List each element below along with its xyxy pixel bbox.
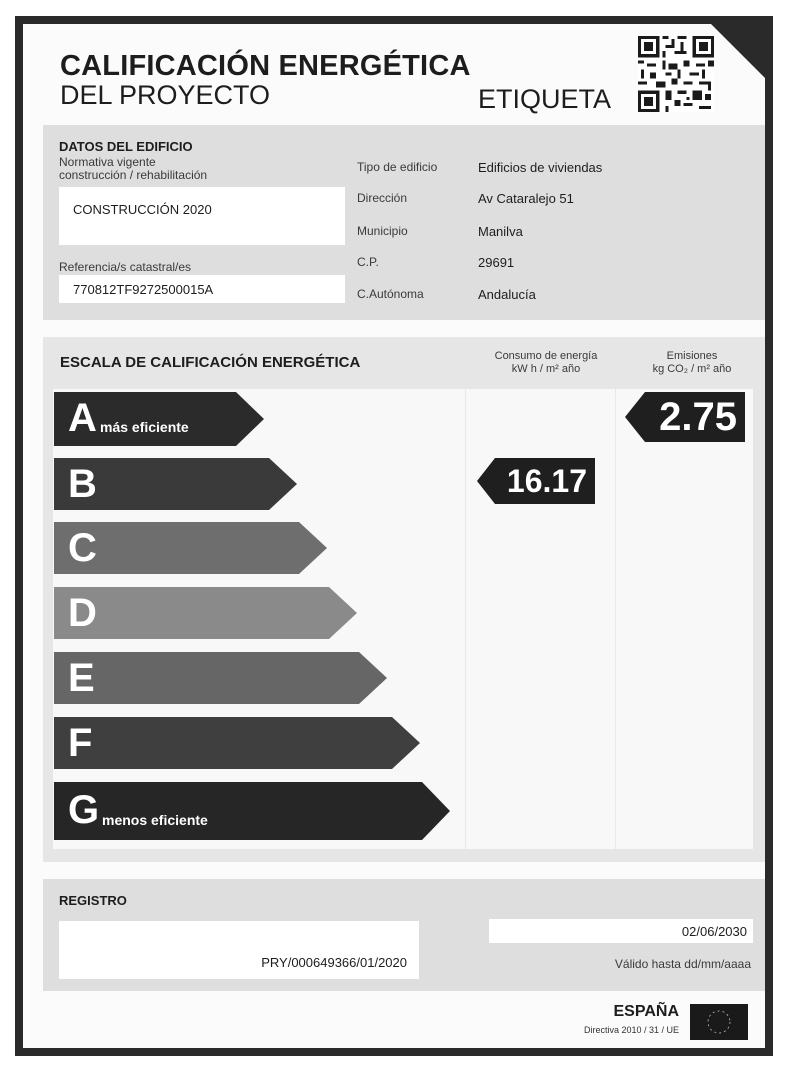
registro-title: REGISTRO bbox=[59, 893, 127, 908]
rating-bar-b bbox=[54, 458, 297, 510]
rating-letter-d: D bbox=[68, 591, 97, 635]
rating-bar-f bbox=[54, 717, 420, 769]
normativa-label-2: construcción / rehabilitación bbox=[59, 168, 208, 182]
cp-label: C.P. bbox=[357, 255, 379, 269]
rating-bar-c bbox=[54, 522, 327, 574]
cp-value: 29691 bbox=[478, 255, 515, 270]
rating-sub-label-g: menos eficiente bbox=[102, 812, 208, 828]
consumo-header bbox=[471, 350, 621, 376]
consumo-header-line-2: kW h / m² año bbox=[511, 363, 581, 375]
date-box bbox=[489, 919, 753, 943]
title-line-2: DEL PROYECTO bbox=[60, 80, 271, 110]
rating-bar-shape-f bbox=[54, 717, 420, 769]
valid-date: 02/06/2030 bbox=[681, 924, 747, 939]
registro-section bbox=[43, 879, 765, 991]
corner-triangle bbox=[710, 23, 766, 79]
emisiones-indicator bbox=[625, 392, 745, 442]
etiqueta-label: ETIQUETA bbox=[478, 84, 612, 114]
rating-letter-b: B bbox=[68, 462, 97, 506]
registro-box bbox=[59, 921, 419, 979]
rating-letter-e: E bbox=[68, 656, 95, 700]
country-label: ESPAÑA bbox=[613, 1003, 679, 1020]
rating-bar-shape-e bbox=[54, 652, 387, 704]
building-section-title: DATOS DEL EDIFICIO bbox=[59, 139, 193, 154]
scale-title: ESCALA DE CALIFICACIÓN ENERGÉTICA bbox=[60, 354, 361, 371]
emisiones-value: 2.75 bbox=[659, 395, 737, 439]
title-line-1: CALIFICACIÓN ENERGÉTICA bbox=[60, 50, 471, 82]
consumo-indicator bbox=[477, 458, 595, 504]
rating-letter-g: G bbox=[68, 788, 100, 832]
rating-letter-a: A bbox=[68, 396, 97, 440]
building-data-section bbox=[43, 125, 765, 320]
autonoma-value: Andalucía bbox=[478, 287, 536, 302]
consumo-value: 16.17 bbox=[506, 463, 587, 499]
rating-bar-d bbox=[54, 587, 357, 639]
direccion-label: Dirección bbox=[357, 191, 408, 205]
rating-bar-shape-g bbox=[54, 782, 450, 840]
autonoma-label: C.Autónoma bbox=[357, 287, 424, 301]
rating-letter-f: F bbox=[68, 721, 93, 765]
consumo-header-line-1: Consumo de energía bbox=[494, 350, 598, 362]
referencia-value: 770812TF9272500015A bbox=[73, 282, 214, 297]
grid-line-2 bbox=[615, 389, 616, 849]
valid-label: Válido hasta dd/mm/aaaa bbox=[614, 957, 751, 971]
emisiones-header-line-2: kg CO₂ / m² año bbox=[652, 363, 732, 375]
rating-bar-e bbox=[54, 652, 387, 704]
tipo-value: Edificios de viviendas bbox=[478, 160, 603, 175]
grid-line-1 bbox=[465, 389, 466, 849]
direccion-value: Av Cataralejo 51 bbox=[478, 191, 574, 206]
referencia-label: Referencia/s catastral/es bbox=[59, 260, 192, 274]
rating-sub-label-a: más eficiente bbox=[100, 419, 189, 435]
rating-bar-shape-d bbox=[54, 587, 357, 639]
directive-label: Directiva 2010 / 31 / UE bbox=[583, 1025, 679, 1035]
emisiones-header bbox=[633, 350, 751, 376]
emisiones-header-line-1: Emisiones bbox=[666, 350, 718, 362]
eu-flag-icon bbox=[690, 1004, 748, 1040]
normativa-value: CONSTRUCCIÓN 2020 bbox=[73, 202, 212, 217]
referencia-box bbox=[59, 275, 345, 303]
tipo-label: Tipo de edificio bbox=[357, 160, 438, 174]
municipio-label: Municipio bbox=[357, 224, 408, 238]
normativa-label-1: Normativa vigente bbox=[59, 155, 156, 169]
qr-code-icon bbox=[638, 36, 714, 112]
rating-letter-c: C bbox=[68, 526, 97, 570]
municipio-value: Manilva bbox=[478, 224, 523, 239]
label-frame bbox=[15, 16, 773, 1056]
registro-number: PRY/000649366/01/2020 bbox=[261, 955, 407, 970]
rating-bar-a bbox=[54, 392, 264, 446]
normativa-box bbox=[59, 187, 345, 245]
rating-bar-g bbox=[54, 782, 450, 840]
